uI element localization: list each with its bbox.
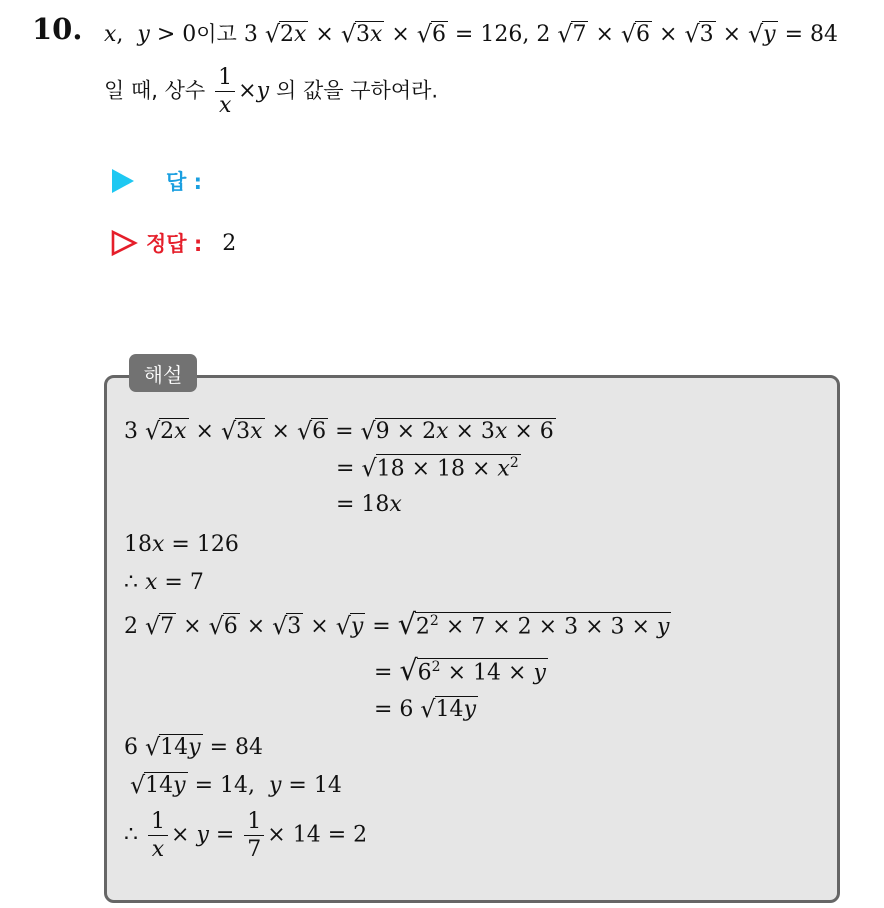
answer-label: 답 : [166,170,202,194]
solution-line-7: = $√6^2 \times 14 \times y$ [374,653,546,687]
correct-answer-label: 정답 : [146,232,203,256]
problem-statement-line-1: x, y > 0이고 3 √2x × √3x × √6 = 126, 2 √7 × √6 × √3 × √y = 84 [104,20,839,48]
solution-line-3: = 18x [336,492,402,517]
answer-row [110,166,202,196]
korean-text-igo: 이고 [196,22,237,46]
outline-triangle-icon [110,229,138,257]
play-triangle-icon [110,167,136,195]
solution-line-2: = $√18 \times 18 \times x^2$ [336,454,519,482]
solution-line-6: 2 $√7 \times √6 \times √3 \times √y = √2^2 \times 7 \times 2 \times 3 \times 3 \times y$ [124,607,670,641]
problem-number: 10. [32,12,83,46]
correct-answer-row [110,228,236,258]
solution-line-8: = 6 √14y [374,695,476,723]
solution-tab: 해설 [129,354,197,392]
correct-answer-value: 2 [222,230,237,256]
korean-text-ui-gabeul: 의 값을 구하여라. [276,78,439,103]
korean-text-il-ttae: 일 때, 상수 [104,78,206,103]
solution-line-11: ∴ $\frac{1}{x}$ × y = $\frac{1}{7}$ × 14 = 2 [124,809,368,863]
problem-statement-line-2: 일 때, 상수 $\frac{1}{x}$ ×y 의 값을 구하여라. [104,65,439,119]
solution-line-4: 18x = 126 [124,532,239,557]
solution-line-1: 3 √2x × √3x × √6 = √9 × 2x × 3x × 6 [124,417,554,445]
solution-line-10: √14y = 14, y = 14 [130,771,342,799]
solution-line-5: ∴ x = 7 [124,570,204,595]
solution-line-9: 6 √14y = 84 [124,733,263,761]
